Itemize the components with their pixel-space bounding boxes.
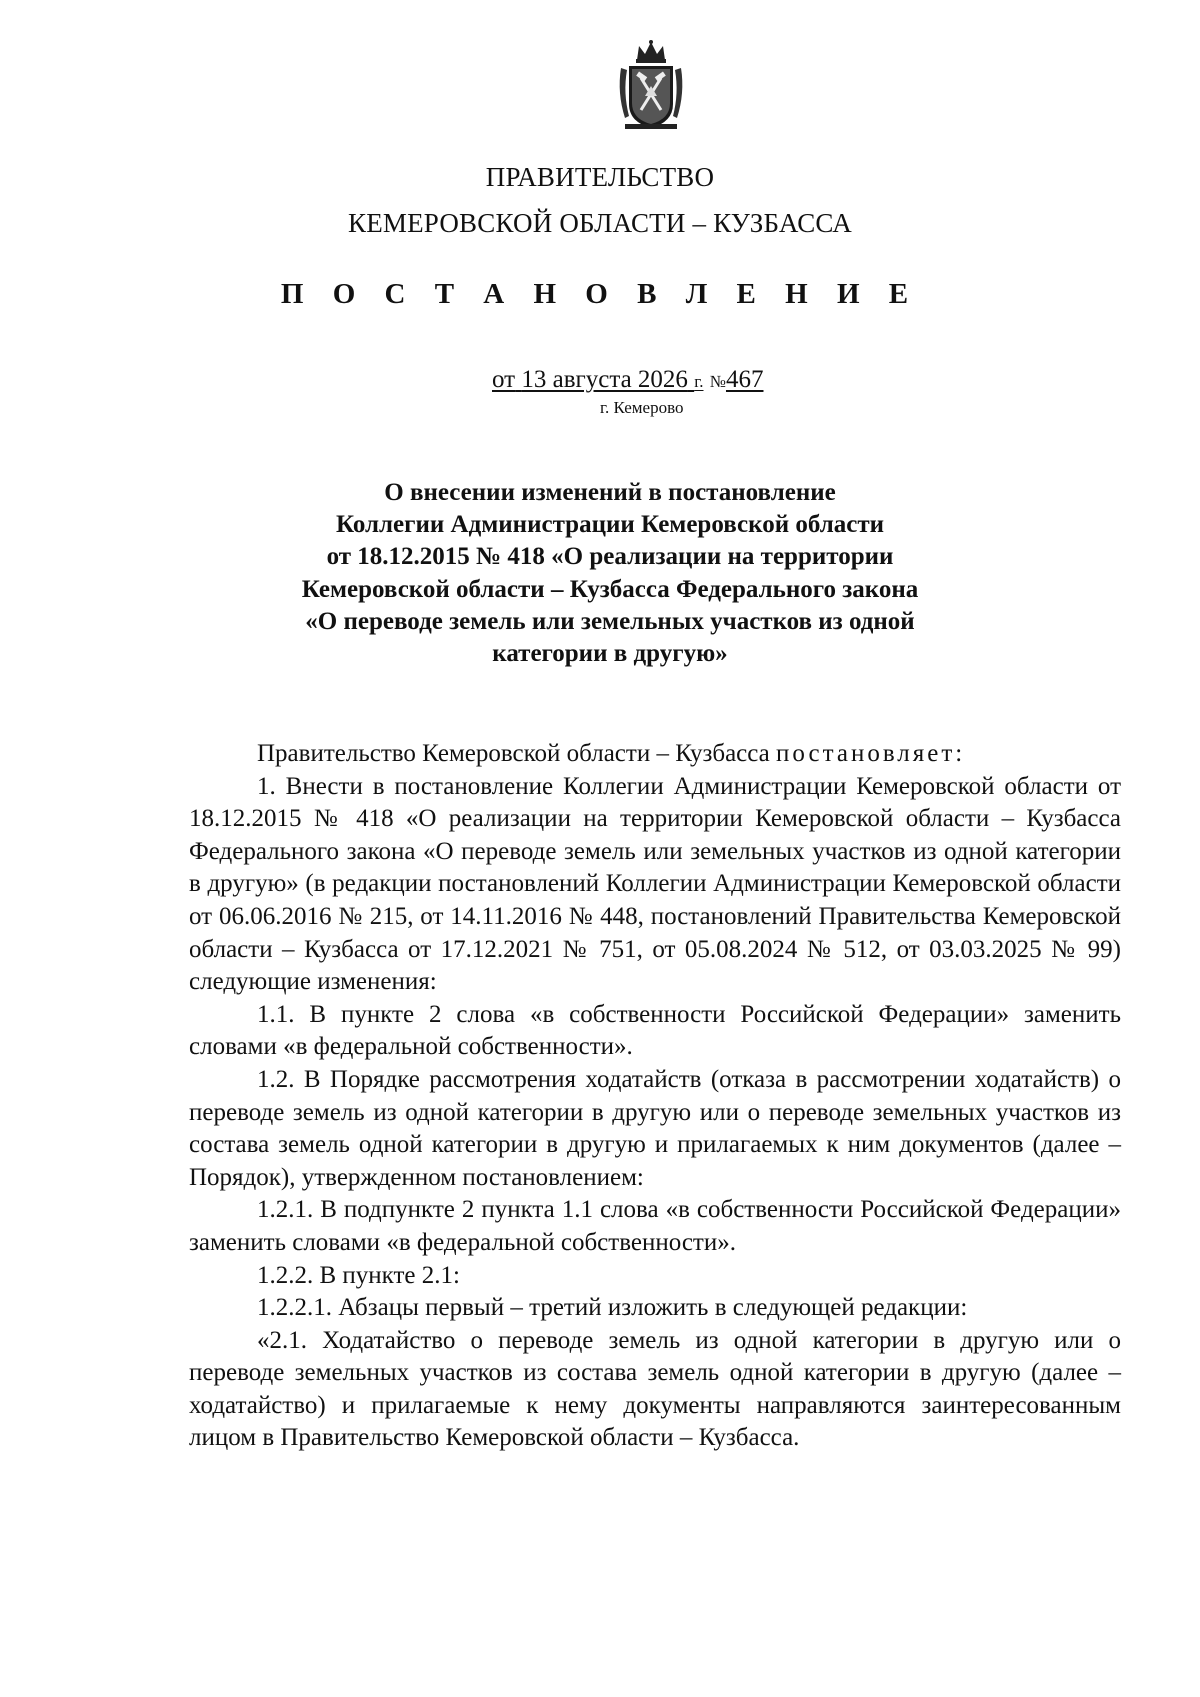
body-paragraph: «2.1. Ходатайство о переводе земель из одной категории в другую или о переводе земельных участков из состава земель одной категории в другую (далее – ходатайство) и прилагаемые к нему документы направляются заинтересованным лицом в Правительство Кемеровской области – Кузбасса. (189, 1326, 1121, 1452)
document-type-heading: П О С Т А Н О В Л Е Н И Е (280, 278, 920, 310)
intro-spaced-verb: постановляет: (776, 740, 966, 767)
document-body (189, 738, 1121, 1455)
intro-paragraph (189, 738, 1121, 771)
year-suffix: г. (694, 372, 704, 391)
date-prefix: от (492, 366, 516, 393)
organization-name-line2: КЕМЕРОВСКОЙ ОБЛАСТИ – КУЗБАССА (348, 208, 852, 238)
title-line: категории в другую» (492, 640, 728, 668)
document-date: 13 августа 2026 (521, 366, 688, 393)
body-paragraph: 1.2.2.1. Абзацы первый – третий изложить в следующей редакции: (257, 1294, 968, 1322)
title-line: от 18.12.2015 № 418 «О реализации на территории (326, 543, 894, 571)
city-name: г. Кемерово (600, 398, 684, 417)
document-title (260, 477, 960, 670)
body-paragraph: 1.1. В пункте 2 слова «в собственности Российской Федерации» заменить словами «в федеральной собственности». (189, 1000, 1121, 1061)
title-line: О внесении изменений в постановление (384, 479, 836, 506)
coat-of-arms-emblem (615, 38, 687, 132)
title-line: Коллегии Администрации Кемеровской области (335, 511, 885, 539)
body-paragraph: 1. Внести в постановление Коллегии Администрации Кемеровской области от 18.12.2015 № 418 «О реализации на территории Кемеровской области – Кузбасса Федерального закона «О переводе земель или земельных участков из одной категории в другую» (в редакции постановлений Коллегии Администрации Кемеровской области от 06.06.2016 № 215, от 14.11.2016 № 448, постановлений Правительства Кемеровской области – Кузбасса от 17.12.2021 № 751, от 05.08.2024 № 512, от 03.03.2025 № 99) следующие изменения: (189, 772, 1121, 996)
intro-text: Правительство Кемеровской области – Кузбасса (257, 740, 770, 767)
body-paragraph: 1.2.2. В пункте 2.1: (257, 1261, 460, 1289)
date-number-line (492, 366, 763, 394)
title-line: Кемеровской области – Кузбасса Федерального закона (301, 575, 919, 603)
organization-name-line1: ПРАВИТЕЛЬСТВО (485, 162, 715, 192)
number-prefix: № (709, 372, 726, 391)
body-paragraph: 1.2.1. В подпункте 2 пункта 1.1 слова «в собственности Российской Федерации» заменить словами «в федеральной собственности». (189, 1196, 1121, 1256)
title-line: «О переводе земель или земельных участков из одной (305, 607, 915, 635)
body-paragraph: 1.2. В Порядке рассмотрения ходатайств (отказа в рассмотрении ходатайств) о переводе земель из одной категории в другую или о переводе земельных участков из состава земель одной категории в другую и прилагаемых к ним документов (далее – Порядок), утвержденном постановлением: (189, 1065, 1121, 1191)
document-number: 467 (725, 366, 764, 393)
